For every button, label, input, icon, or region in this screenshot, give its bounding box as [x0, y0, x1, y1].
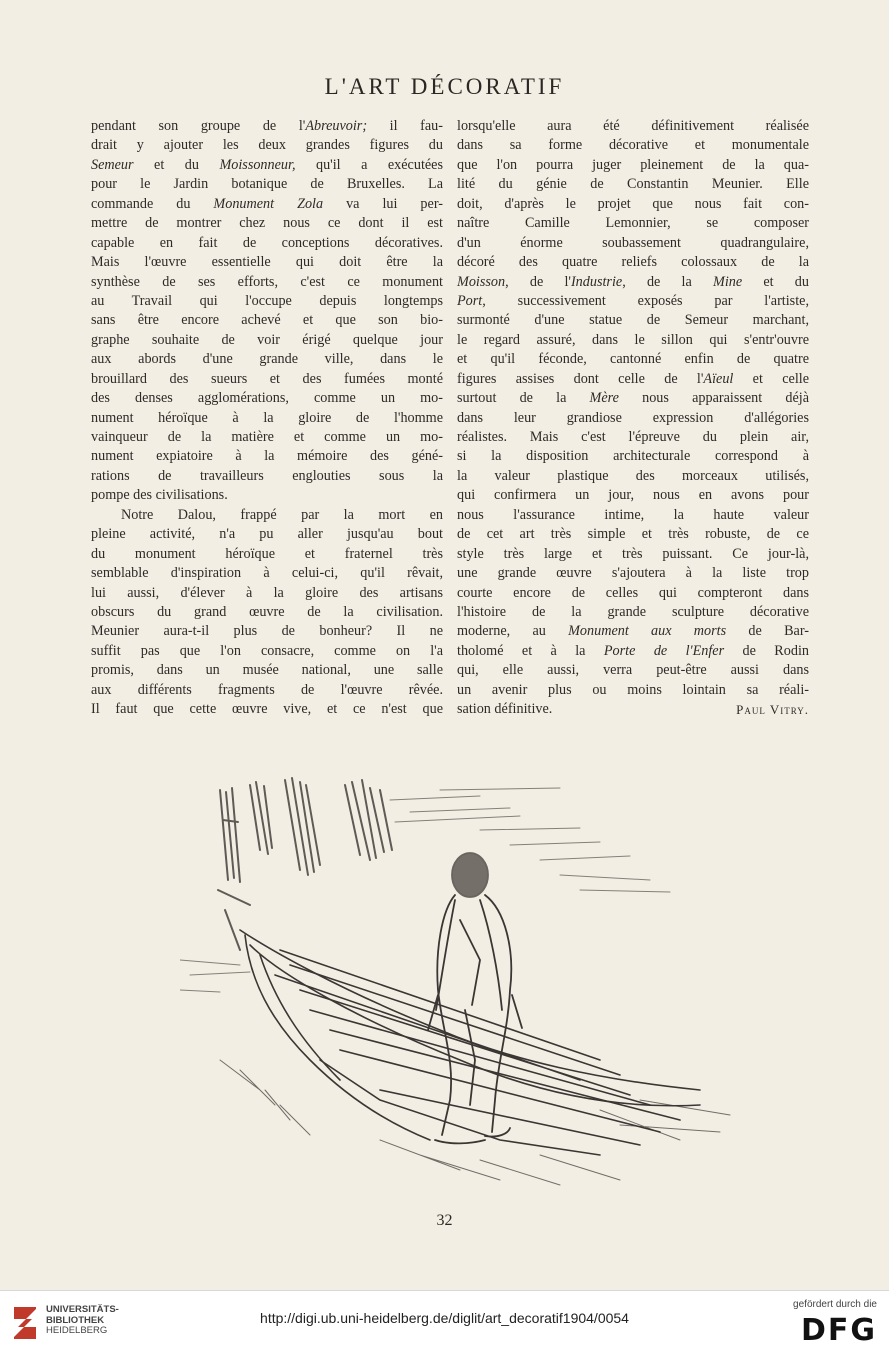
text-run: pendant son groupe de l' — [91, 118, 306, 134]
text-line — [91, 175, 443, 194]
text-run: rations de travailleurs englouties sous la — [91, 467, 443, 484]
text-run: surmonté d'une statue de Semeur marchant, — [457, 312, 809, 329]
text-run: surtout de la — [457, 390, 590, 407]
institution-line-3: HEIDELBERG — [46, 1325, 108, 1336]
running-head: L'ART DÉCORATIF — [324, 74, 565, 99]
text-run: capable en fait de conceptions décoratives. — [91, 234, 443, 251]
italic-title: Mère — [589, 390, 619, 407]
text-line — [457, 622, 809, 641]
text-run: des denses agglomérations, comme un mo- — [91, 390, 443, 407]
italic-title: Moisson — [457, 273, 506, 290]
text-line — [457, 175, 809, 194]
text-run: sans être encore achevé et que son bio- — [91, 312, 443, 329]
text-line — [91, 389, 443, 408]
text-line — [457, 467, 809, 486]
text-run: dans sa forme décorative et monumentale — [457, 137, 809, 154]
text-line — [91, 331, 443, 350]
text-line — [91, 603, 443, 622]
text-run: graphe souhaite de voir érigé quelque jour — [91, 331, 443, 348]
text-line — [457, 603, 809, 622]
text-line — [457, 214, 809, 233]
permalink-url[interactable]: http://digi.ub.uni-heidelberg.de/diglit/art_decoratif1904/0054 — [260, 1310, 629, 1326]
text-run: suffit pas que l'on consacre, comme on l'a — [91, 642, 443, 659]
dfg-logo[interactable]: DFG — [800, 1313, 877, 1348]
text-line — [91, 642, 443, 661]
text-line — [91, 661, 443, 680]
text-line — [457, 525, 809, 544]
text-line — [457, 564, 809, 583]
text-run: figures assises dont celle de l' — [457, 370, 704, 387]
text-line — [91, 311, 443, 330]
text-line — [91, 564, 443, 583]
text-run: et du — [742, 273, 809, 290]
text-run: doit, d'après le projet que nous fait con- — [457, 195, 809, 212]
text-line — [457, 642, 809, 661]
text-run: commande du — [91, 195, 214, 212]
text-run: qui confirmera un jour, nous en avons pour — [457, 487, 809, 504]
text-run: dans leur grandiose expression d'allégories — [457, 409, 809, 426]
italic-title: Moissonneur, — [219, 156, 296, 173]
text-line — [457, 428, 809, 447]
text-run: une grande œuvre s'ajoutera à la liste trop — [457, 565, 809, 582]
text-line — [457, 486, 809, 505]
text-run: qu'il a exécutées — [295, 156, 443, 173]
digitization-footer — [0, 1290, 889, 1356]
text-line — [91, 234, 443, 253]
text-run: Mais l'œuvre essentielle qui doit être la — [91, 254, 443, 271]
text-run: si la disposition architecturale correspond à — [457, 448, 809, 465]
text-line — [457, 234, 809, 253]
text-run: nous apparaissent déjà — [618, 390, 809, 407]
italic-title: Port — [457, 292, 483, 309]
text-run: de Rodin — [724, 642, 809, 659]
text-run: nous l'assurance intime, la haute valeur — [457, 506, 809, 523]
text-run: vainqueur de la matière et comme un mo- — [91, 429, 443, 445]
text-line — [91, 447, 443, 466]
text-line — [91, 156, 443, 175]
text-run: , de l' — [505, 273, 571, 290]
text-run: pleine activité, n'a pu aller jusqu'au bout — [91, 526, 443, 543]
text-run: promis, dans un musée national, une salle — [91, 662, 443, 679]
text-run: lité du génie de Constantin Meunier. Elle — [457, 176, 809, 193]
text-line — [457, 584, 809, 603]
text-run: et celle — [733, 370, 809, 387]
text-run: obscurs du grand œuvre de la civilisation. — [91, 603, 443, 620]
text-line — [457, 253, 809, 272]
text-run: aux abords d'une grande ville, dans le — [91, 351, 443, 368]
mooring-posts — [218, 778, 392, 950]
page-number: 32 — [436, 1212, 453, 1229]
italic-title: Porte de l'Enfer — [603, 642, 725, 659]
text-run: que l'on pourra juger pleinement de la qua- — [457, 156, 809, 173]
water-strokes — [180, 788, 670, 992]
text-run: moderne, au — [457, 623, 569, 640]
text-run: drait y ajouter les deux grandes figures du — [91, 137, 443, 154]
text-run: le regard assuré, dans le sillon qui s'entr'ouvre — [457, 331, 809, 348]
text-line — [457, 311, 809, 330]
text-run: nument héroïque à la gloire de l'homme — [91, 409, 443, 426]
text-line — [91, 273, 443, 292]
text-run: aux différents fragments de l'œuvre rêvée. — [91, 681, 443, 698]
text-line — [457, 350, 809, 369]
text-run: va lui per- — [323, 195, 443, 212]
text-line — [457, 195, 809, 214]
text-line — [457, 273, 809, 292]
text-line — [457, 447, 809, 466]
italic-title: Mine — [713, 273, 743, 290]
text-run: qui, elle aussi, verra peut-être aussi dans — [457, 662, 809, 679]
text-line — [457, 156, 809, 175]
text-run: nument expiatoire à la mémoire des géné- — [91, 448, 443, 465]
text-run: naître Camille Lemonnier, se composer — [457, 215, 809, 232]
text-line — [91, 622, 443, 641]
text-line — [91, 350, 443, 369]
text-line — [91, 545, 443, 564]
fisherman-boat-illustration — [180, 760, 740, 1200]
italic-title: Monument Zola — [213, 195, 324, 212]
text-run: mettre de montrer chez nous ce dont il est — [91, 215, 443, 232]
text-line — [457, 136, 809, 155]
text-line — [457, 292, 809, 311]
text-line — [457, 389, 809, 408]
text-line — [91, 700, 443, 719]
text-line — [457, 370, 809, 389]
italic-title: Semeur — [91, 156, 134, 173]
text-line — [91, 409, 443, 428]
institution-line-1: UNIVERSITÄTS- — [46, 1304, 119, 1315]
text-run: au Travail qui l'occupe depuis longtemps — [91, 292, 443, 309]
text-run: d'un énorme soubassement quadrangulaire, — [457, 234, 809, 251]
text-run: pompe des civilisations. — [91, 487, 228, 504]
text-line — [457, 117, 809, 136]
text-run: style très large et très puissant. Ce jour-là, — [457, 545, 809, 562]
text-run: pour le Jardin botanique de Bruxelles. La — [91, 176, 443, 193]
text-run: , de la — [622, 273, 713, 290]
text-line — [91, 584, 443, 603]
text-run: tholomé et à la — [457, 642, 604, 659]
closing-line — [457, 700, 809, 719]
text-run: , successivement exposés par l'artiste, — [482, 292, 809, 309]
text-run: décoré des quatre reliefs colossaux de la — [457, 254, 809, 271]
text-line — [91, 486, 443, 505]
text-line — [91, 681, 443, 700]
text-run: brouillard des sueurs et des fumées monté — [91, 370, 443, 387]
italic-title: Monument aux morts — [568, 623, 727, 640]
text-run: Il faut que cette œuvre vive, et ce n'est que — [91, 701, 443, 718]
italic-title: Aïeul — [703, 370, 734, 387]
text-line — [91, 506, 443, 525]
closing-text: sation définitive. — [457, 701, 553, 718]
text-run: Notre Dalou, frappé par la mort en — [121, 506, 443, 523]
funded-by-label: gefördert durch die — [793, 1299, 877, 1310]
text-run: la valeur plastique des morceaux utilisés, — [457, 467, 809, 484]
text-run: l'histoire de la grande sculpture décorative — [457, 603, 809, 620]
text-run: lorsqu'elle aura été définitivement réalisée — [457, 118, 809, 134]
text-run: un avenir plus ou moins lointain sa réali- — [457, 681, 809, 698]
text-line — [91, 525, 443, 544]
right-text-column — [457, 117, 809, 720]
italic-title: Abreuvoir; — [305, 118, 368, 134]
text-line — [91, 214, 443, 233]
text-line — [91, 467, 443, 486]
text-line — [91, 292, 443, 311]
text-line — [91, 195, 443, 214]
text-run: de Bar- — [726, 623, 809, 640]
text-run: synthèse de ses efforts, c'est ce monument — [91, 273, 443, 290]
text-line — [91, 370, 443, 389]
text-line — [91, 117, 443, 136]
text-run: courte encore de celles qui compteront dans — [457, 584, 809, 601]
text-run: et qu'il féconde, cantonné enfin de quatre — [457, 351, 809, 368]
shore-hatching — [220, 1060, 730, 1185]
text-run: et du — [133, 156, 220, 173]
italic-title: Industrie — [570, 273, 623, 290]
text-run: Meunier aura-t-il plus de bonheur? Il ne — [91, 623, 443, 640]
text-line — [457, 409, 809, 428]
text-run: il fau- — [367, 118, 443, 134]
text-line — [457, 506, 809, 525]
text-run: réalistes. Mais c'est l'épreuve du plein air, — [457, 429, 809, 445]
text-line — [91, 428, 443, 447]
text-line — [457, 661, 809, 680]
text-line — [91, 136, 443, 155]
institution-line-2: BIBLIOTHEK — [46, 1314, 105, 1326]
text-line — [457, 331, 809, 350]
fisherman — [428, 853, 522, 1143]
text-run: lui aussi, d'élever à la gloire des artisans — [91, 584, 443, 601]
text-line — [91, 253, 443, 272]
text-run: de cet art très simple et très robuste, de ce — [457, 526, 809, 543]
left-text-column — [91, 117, 443, 720]
text-line — [457, 545, 809, 564]
text-run: du monument héroïque et fraternel très — [91, 545, 443, 562]
text-run: semblable d'inspiration à celui-ci, qu'il rêvait, — [91, 565, 443, 582]
author-signature: Paul Vitry. — [736, 702, 809, 718]
text-line — [457, 681, 809, 700]
